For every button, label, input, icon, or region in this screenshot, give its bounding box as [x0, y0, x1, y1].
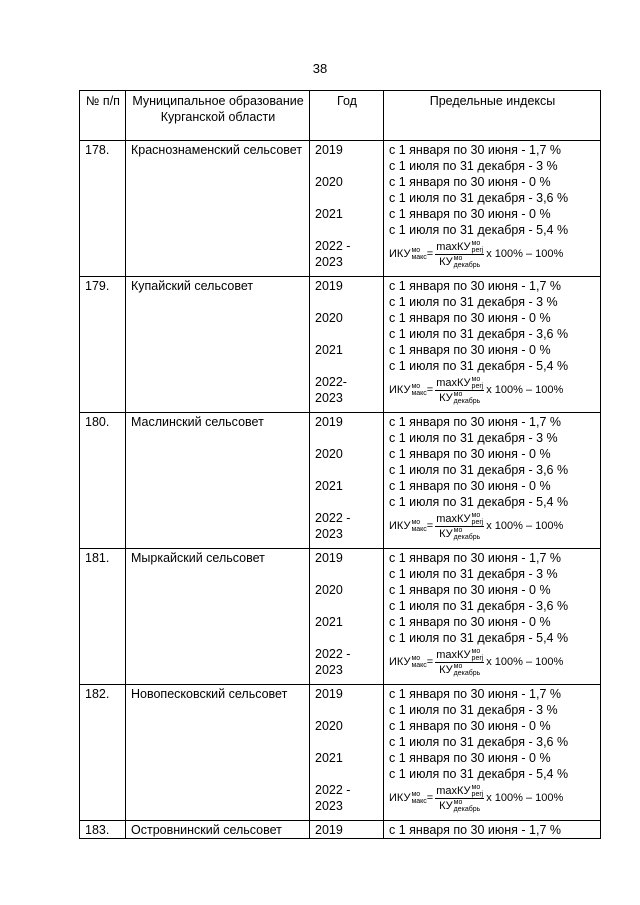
years-cell: 2019 [310, 821, 384, 839]
index-line: с 1 января по 30 июня - 0 % [389, 175, 551, 189]
table-row [80, 549, 601, 685]
years-cell [310, 549, 384, 685]
year-2019: 2019 [315, 415, 343, 429]
index-line: с 1 января по 30 июня - 0 % [389, 343, 551, 357]
year-2019: 2019 [315, 551, 343, 565]
municipality-name: Краснознаменский сельсовет [126, 141, 310, 277]
page-number: 38 [312, 61, 328, 76]
year-2021: 2021 [315, 615, 343, 629]
header-municipality: Муниципальное образование Курганской области [126, 91, 310, 141]
year-2020: 2020 [315, 719, 343, 733]
indices-cell [384, 685, 601, 821]
index-line: с 1 июля по 31 декабря - 3,6 % [389, 599, 569, 613]
index-line: с 1 января по 30 июня - 0 % [389, 719, 551, 733]
year-2022-2023: 2022 - 2023 [315, 239, 351, 269]
municipality-name: Мыркайский сельсовет [126, 549, 310, 685]
index-line: с 1 июля по 31 декабря - 3 % [389, 703, 558, 717]
indices-table [79, 90, 601, 839]
index-line: с 1 июля по 31 декабря - 3 % [389, 295, 558, 309]
municipality-name: Новопесковский сельсовет [126, 685, 310, 821]
header-indices: Предельные индексы [384, 91, 601, 141]
index-line: с 1 июля по 31 декабря - 3 % [389, 159, 558, 173]
index-line: с 1 июля по 31 декабря - 5,4 % [389, 767, 569, 781]
index-line: с 1 июля по 31 декабря - 5,4 % [389, 359, 569, 373]
index-line: с 1 июля по 31 декабря - 5,4 % [389, 223, 569, 237]
index-line: с 1 января по 30 июня - 0 % [389, 311, 551, 325]
row-number: 178. [80, 141, 126, 277]
year-2021: 2021 [315, 751, 343, 765]
indices-cell [384, 141, 601, 277]
table-row [80, 141, 601, 277]
index-line: с 1 июля по 31 декабря - 3,6 % [389, 327, 569, 341]
indices-cell [384, 549, 601, 685]
years-cell [310, 277, 384, 413]
year-2021: 2021 [315, 207, 343, 221]
indices-cell [384, 277, 601, 413]
index-line: с 1 января по 30 июня - 1,7 % [389, 415, 561, 429]
indices-cell: с 1 января по 30 июня - 1,7 % [384, 821, 601, 839]
year-2020: 2020 [315, 311, 343, 325]
index-formula: ИКУ мо макс = maxКУ мо perj КУ мо декабрь x 100% – 100% [389, 239, 564, 269]
index-line: с 1 июля по 31 декабря - 5,4 % [389, 495, 569, 509]
year-2019: 2019 [315, 143, 343, 157]
year-2022-2023: 2022 - 2023 [315, 647, 351, 677]
index-formula: ИКУ мо макс = maxКУ мо perj КУ мо декабрь x 100% – 100% [389, 647, 564, 677]
index-line: с 1 января по 30 июня - 1,7 % [389, 143, 561, 157]
header-year: Год [310, 91, 384, 141]
table-row [80, 277, 601, 413]
row-number: 181. [80, 549, 126, 685]
index-line: с 1 июля по 31 декабря - 3,6 % [389, 463, 569, 477]
year-2021: 2021 [315, 479, 343, 493]
year-2022-2023: 2022 - 2023 [315, 511, 351, 541]
row-number: 182. [80, 685, 126, 821]
index-formula: ИКУ мо макс = maxКУ мо perj КУ мо декабрь x 100% – 100% [389, 511, 564, 541]
index-line: с 1 января по 30 июня - 1,7 % [389, 687, 561, 701]
index-line: с 1 января по 30 июня - 1,7 % [389, 551, 561, 565]
index-line: с 1 января по 30 июня - 0 % [389, 583, 551, 597]
table-row [80, 685, 601, 821]
year-2019: 2019 [315, 279, 343, 293]
year-2022-2023: 2022- 2023 [315, 375, 347, 405]
index-formula: ИКУ мо макс = maxКУ мо perj КУ мо декабрь x 100% – 100% [389, 783, 564, 813]
index-line: с 1 января по 30 июня - 0 % [389, 751, 551, 765]
index-line: с 1 января по 30 июня - 1,7 % [389, 279, 561, 293]
years-cell [310, 141, 384, 277]
index-line: с 1 января по 30 июня - 0 % [389, 207, 551, 221]
years-cell [310, 413, 384, 549]
index-line: с 1 января по 30 июня - 0 % [389, 615, 551, 629]
year-2022-2023: 2022 - 2023 [315, 783, 351, 813]
index-line: с 1 июля по 31 декабря - 3,6 % [389, 735, 569, 749]
municipality-name: Купайский сельсовет [126, 277, 310, 413]
table-header-row [80, 91, 601, 141]
year-2021: 2021 [315, 343, 343, 357]
year-2019: 2019 [315, 687, 343, 701]
header-num: № п/п [80, 91, 126, 141]
table-row [80, 821, 601, 839]
index-line: с 1 января по 30 июня - 0 % [389, 447, 551, 461]
year-2020: 2020 [315, 175, 343, 189]
index-line: с 1 июля по 31 декабря - 3 % [389, 567, 558, 581]
row-number: 179. [80, 277, 126, 413]
table-row [80, 413, 601, 549]
index-line: с 1 июля по 31 декабря - 3 % [389, 431, 558, 445]
index-line: с 1 июля по 31 декабря - 5,4 % [389, 631, 569, 645]
year-2020: 2020 [315, 447, 343, 461]
index-line: с 1 января по 30 июня - 0 % [389, 479, 551, 493]
row-number: 180. [80, 413, 126, 549]
row-number: 183. [80, 821, 126, 839]
index-formula: ИКУ мо макс = maxКУ мо perj КУ мо декабрь x 100% – 100% [389, 375, 564, 405]
municipality-name: Островнинский сельсовет [126, 821, 310, 839]
indices-cell [384, 413, 601, 549]
municipality-name: Маслинский сельсовет [126, 413, 310, 549]
years-cell [310, 685, 384, 821]
index-line: с 1 июля по 31 декабря - 3,6 % [389, 191, 569, 205]
year-2020: 2020 [315, 583, 343, 597]
